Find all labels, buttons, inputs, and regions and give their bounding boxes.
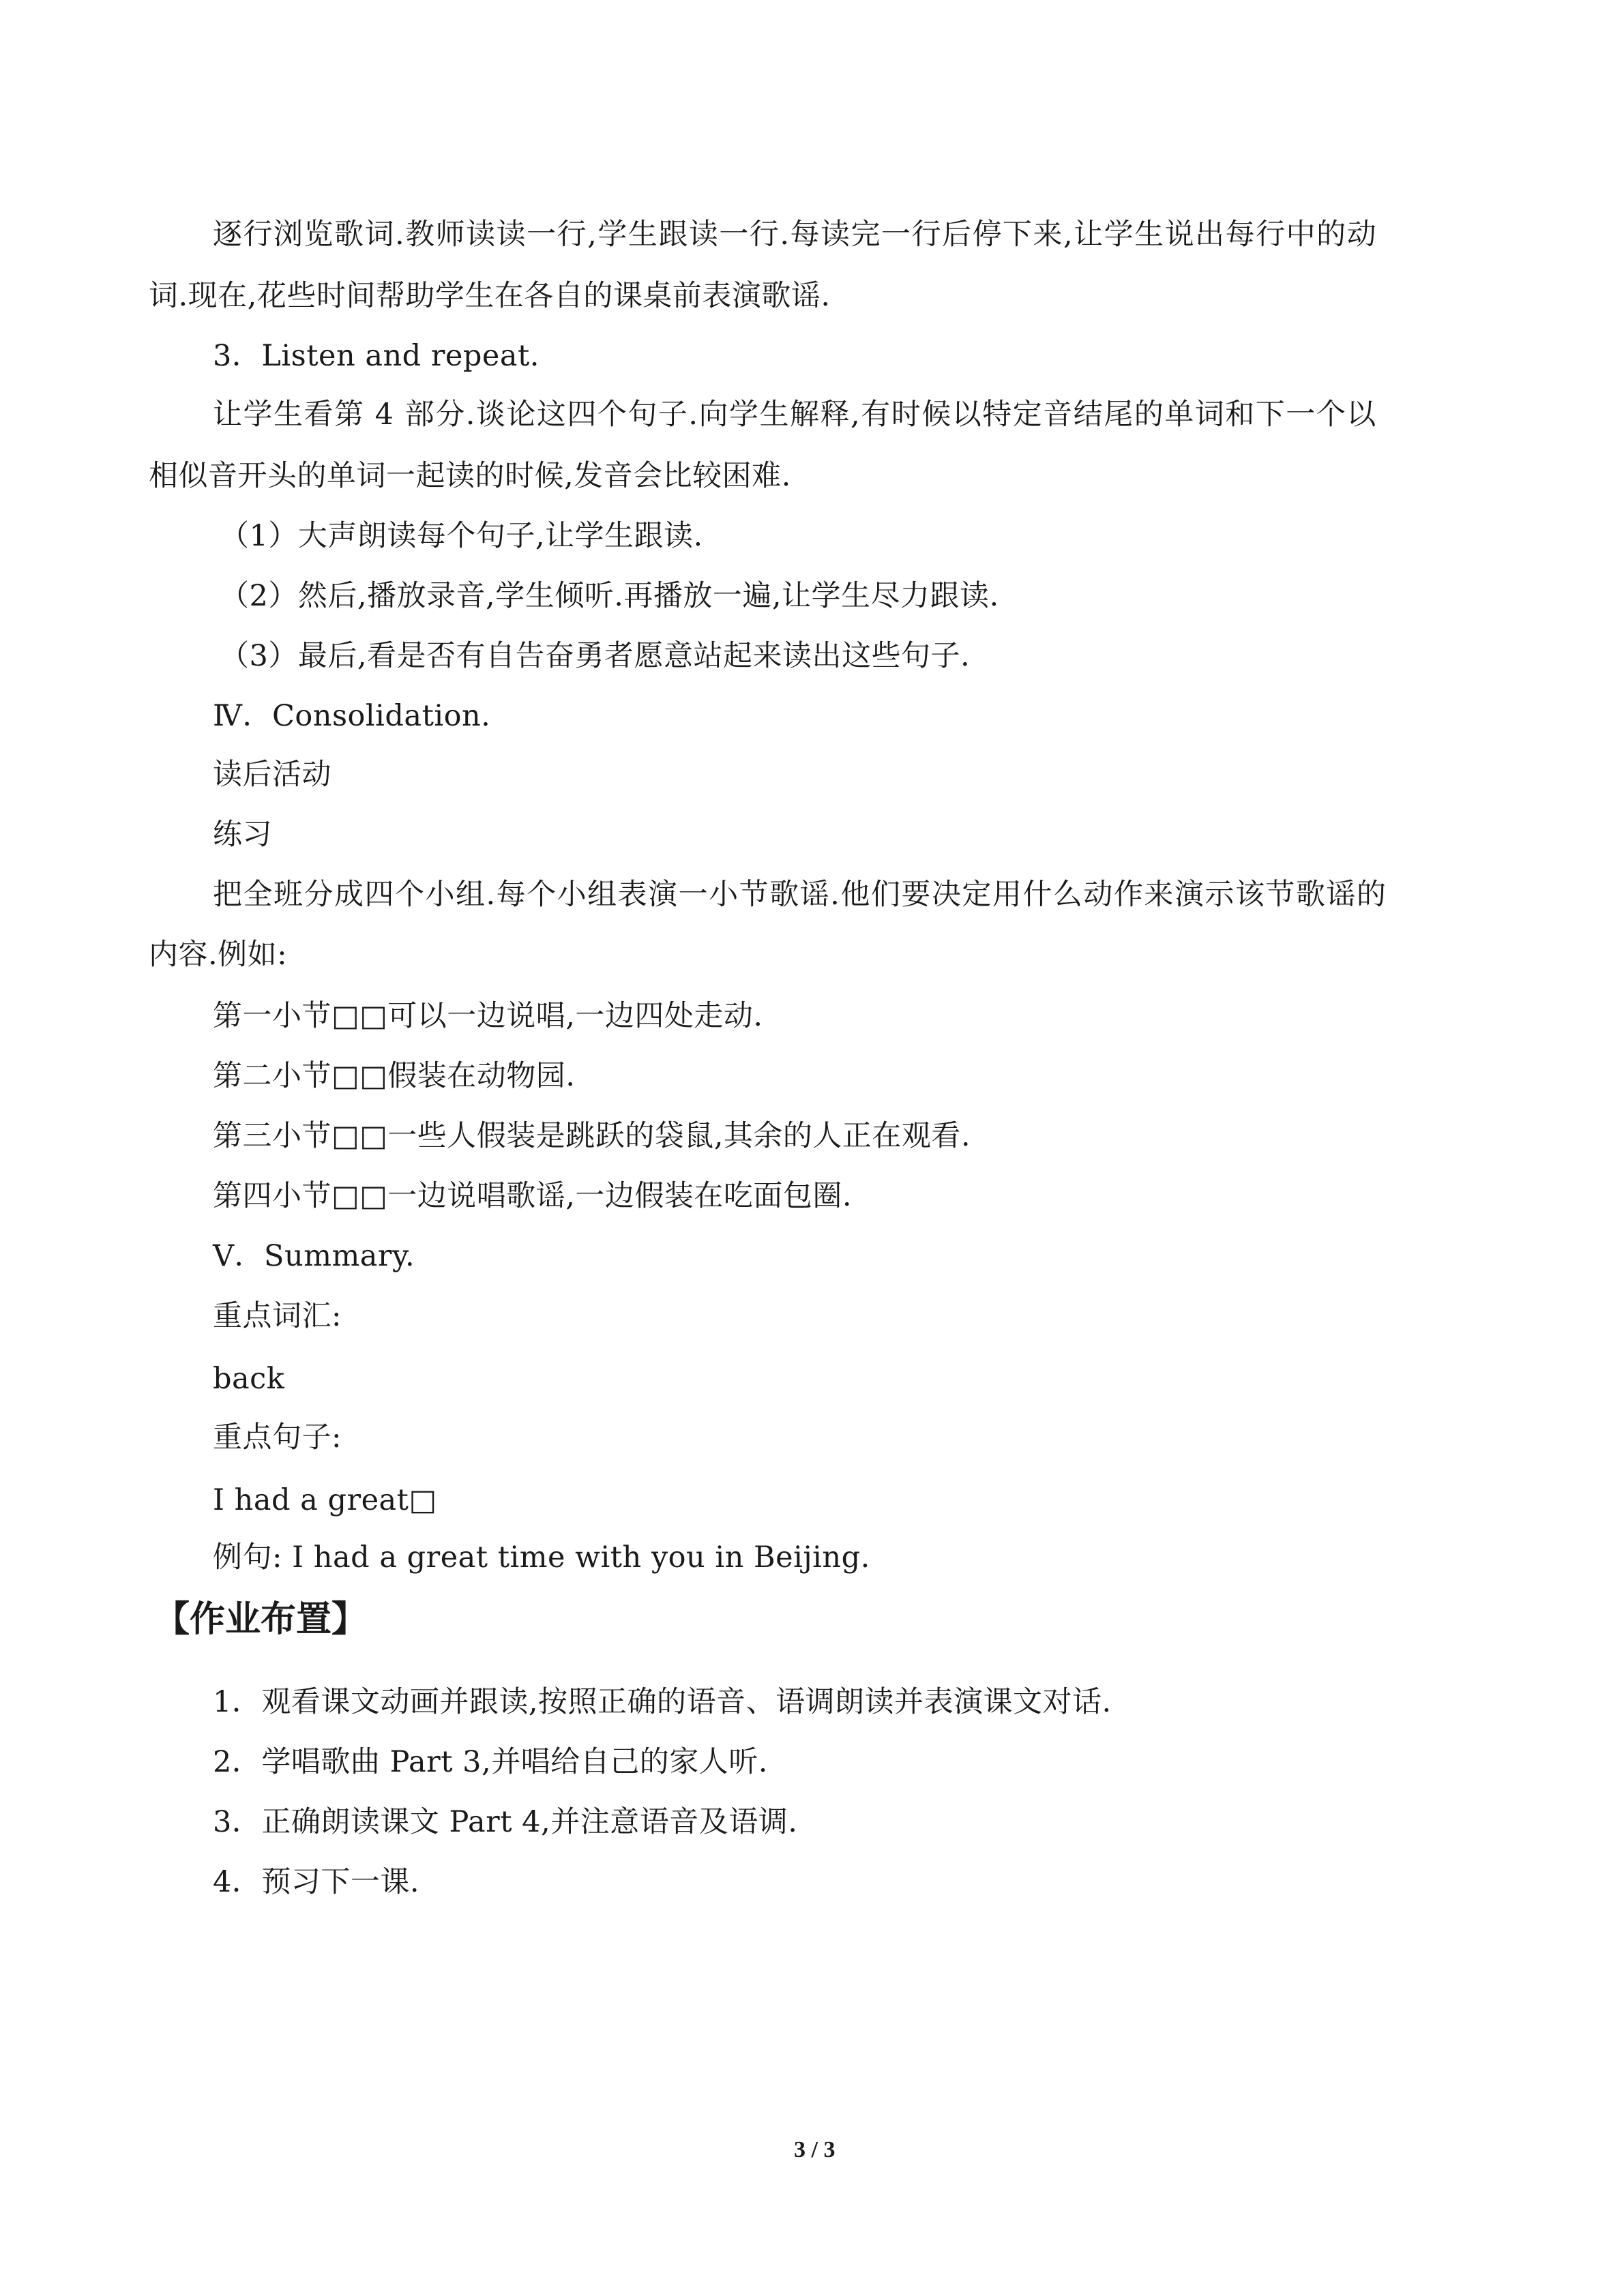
- text-line: 重点句子:: [213, 1420, 342, 1455]
- text-line: 例句: I had a great time with you in Beijing.: [213, 1540, 870, 1575]
- paragraph-line: 逐行浏览歌词.教师读读一行,学生跟读一行.每读完一行后停下来,让学生说出每行中的动: [213, 218, 1378, 252]
- text-line: 重点词汇:: [213, 1299, 342, 1333]
- list-item: 第一小节□□可以一边说唱,一边四处走动.: [213, 999, 763, 1033]
- homework-item: 4．预习下一课.: [213, 1865, 420, 1899]
- list-item: （1）大声朗读每个句子,让学生跟读.: [220, 519, 703, 553]
- section-heading: Ⅳ．Consolidation.: [213, 699, 491, 733]
- list-item: 第二小节□□假装在动物园.: [213, 1059, 576, 1093]
- list-item: 第四小节□□一边说唱歌谣,一边假装在吃面包圈.: [213, 1179, 853, 1213]
- step-heading: 3．Listen and repeat.: [213, 339, 540, 373]
- page-number: 3 / 3: [794, 2137, 836, 2162]
- text-line: 练习: [213, 818, 272, 852]
- paragraph-line: 内容.例如:: [149, 938, 288, 972]
- text-line: 读后活动: [213, 758, 331, 792]
- list-item: 第三小节□□一些人假装是跳跃的袋鼠,其余的人正在观看.: [213, 1119, 971, 1153]
- list-item: （2）然后,播放录音,学生倾听.再播放一遍,让学生尽力跟读.: [220, 579, 999, 613]
- paragraph-line: 把全班分成四个小组.每个小组表演一小节歌谣.他们要决定用什么动作来演示该节歌谣的: [213, 878, 1387, 912]
- text-line: I had a great□: [213, 1483, 437, 1517]
- homework-item: 2．学唱歌曲 Part 3,并唱给自己的家人听.: [213, 1745, 768, 1779]
- homework-item: 1．观看课文动画并跟读,按照正确的语音、语调朗读并表演课文对话.: [213, 1685, 1112, 1719]
- homework-item: 3．正确朗读课文 Part 4,并注意语音及语调.: [213, 1805, 798, 1839]
- homework-heading: 【作业布置】: [154, 1599, 368, 1640]
- paragraph-line: 相似音开头的单词一起读的时候,发音会比较困难.: [149, 459, 791, 493]
- section-heading: Ⅴ．Summary.: [213, 1239, 415, 1273]
- paragraph-line: 词.现在,花些时间帮助学生在各自的课桌前表演歌谣.: [149, 279, 831, 313]
- text-line: back: [213, 1362, 285, 1396]
- list-item: （3）最后,看是否有自告奋勇者愿意站起来读出这些句子.: [220, 639, 971, 673]
- paragraph-line: 让学生看第 4 部分.谈论这四个句子.向学生解释,有时候以特定音结尾的单词和下一个以: [213, 398, 1377, 432]
